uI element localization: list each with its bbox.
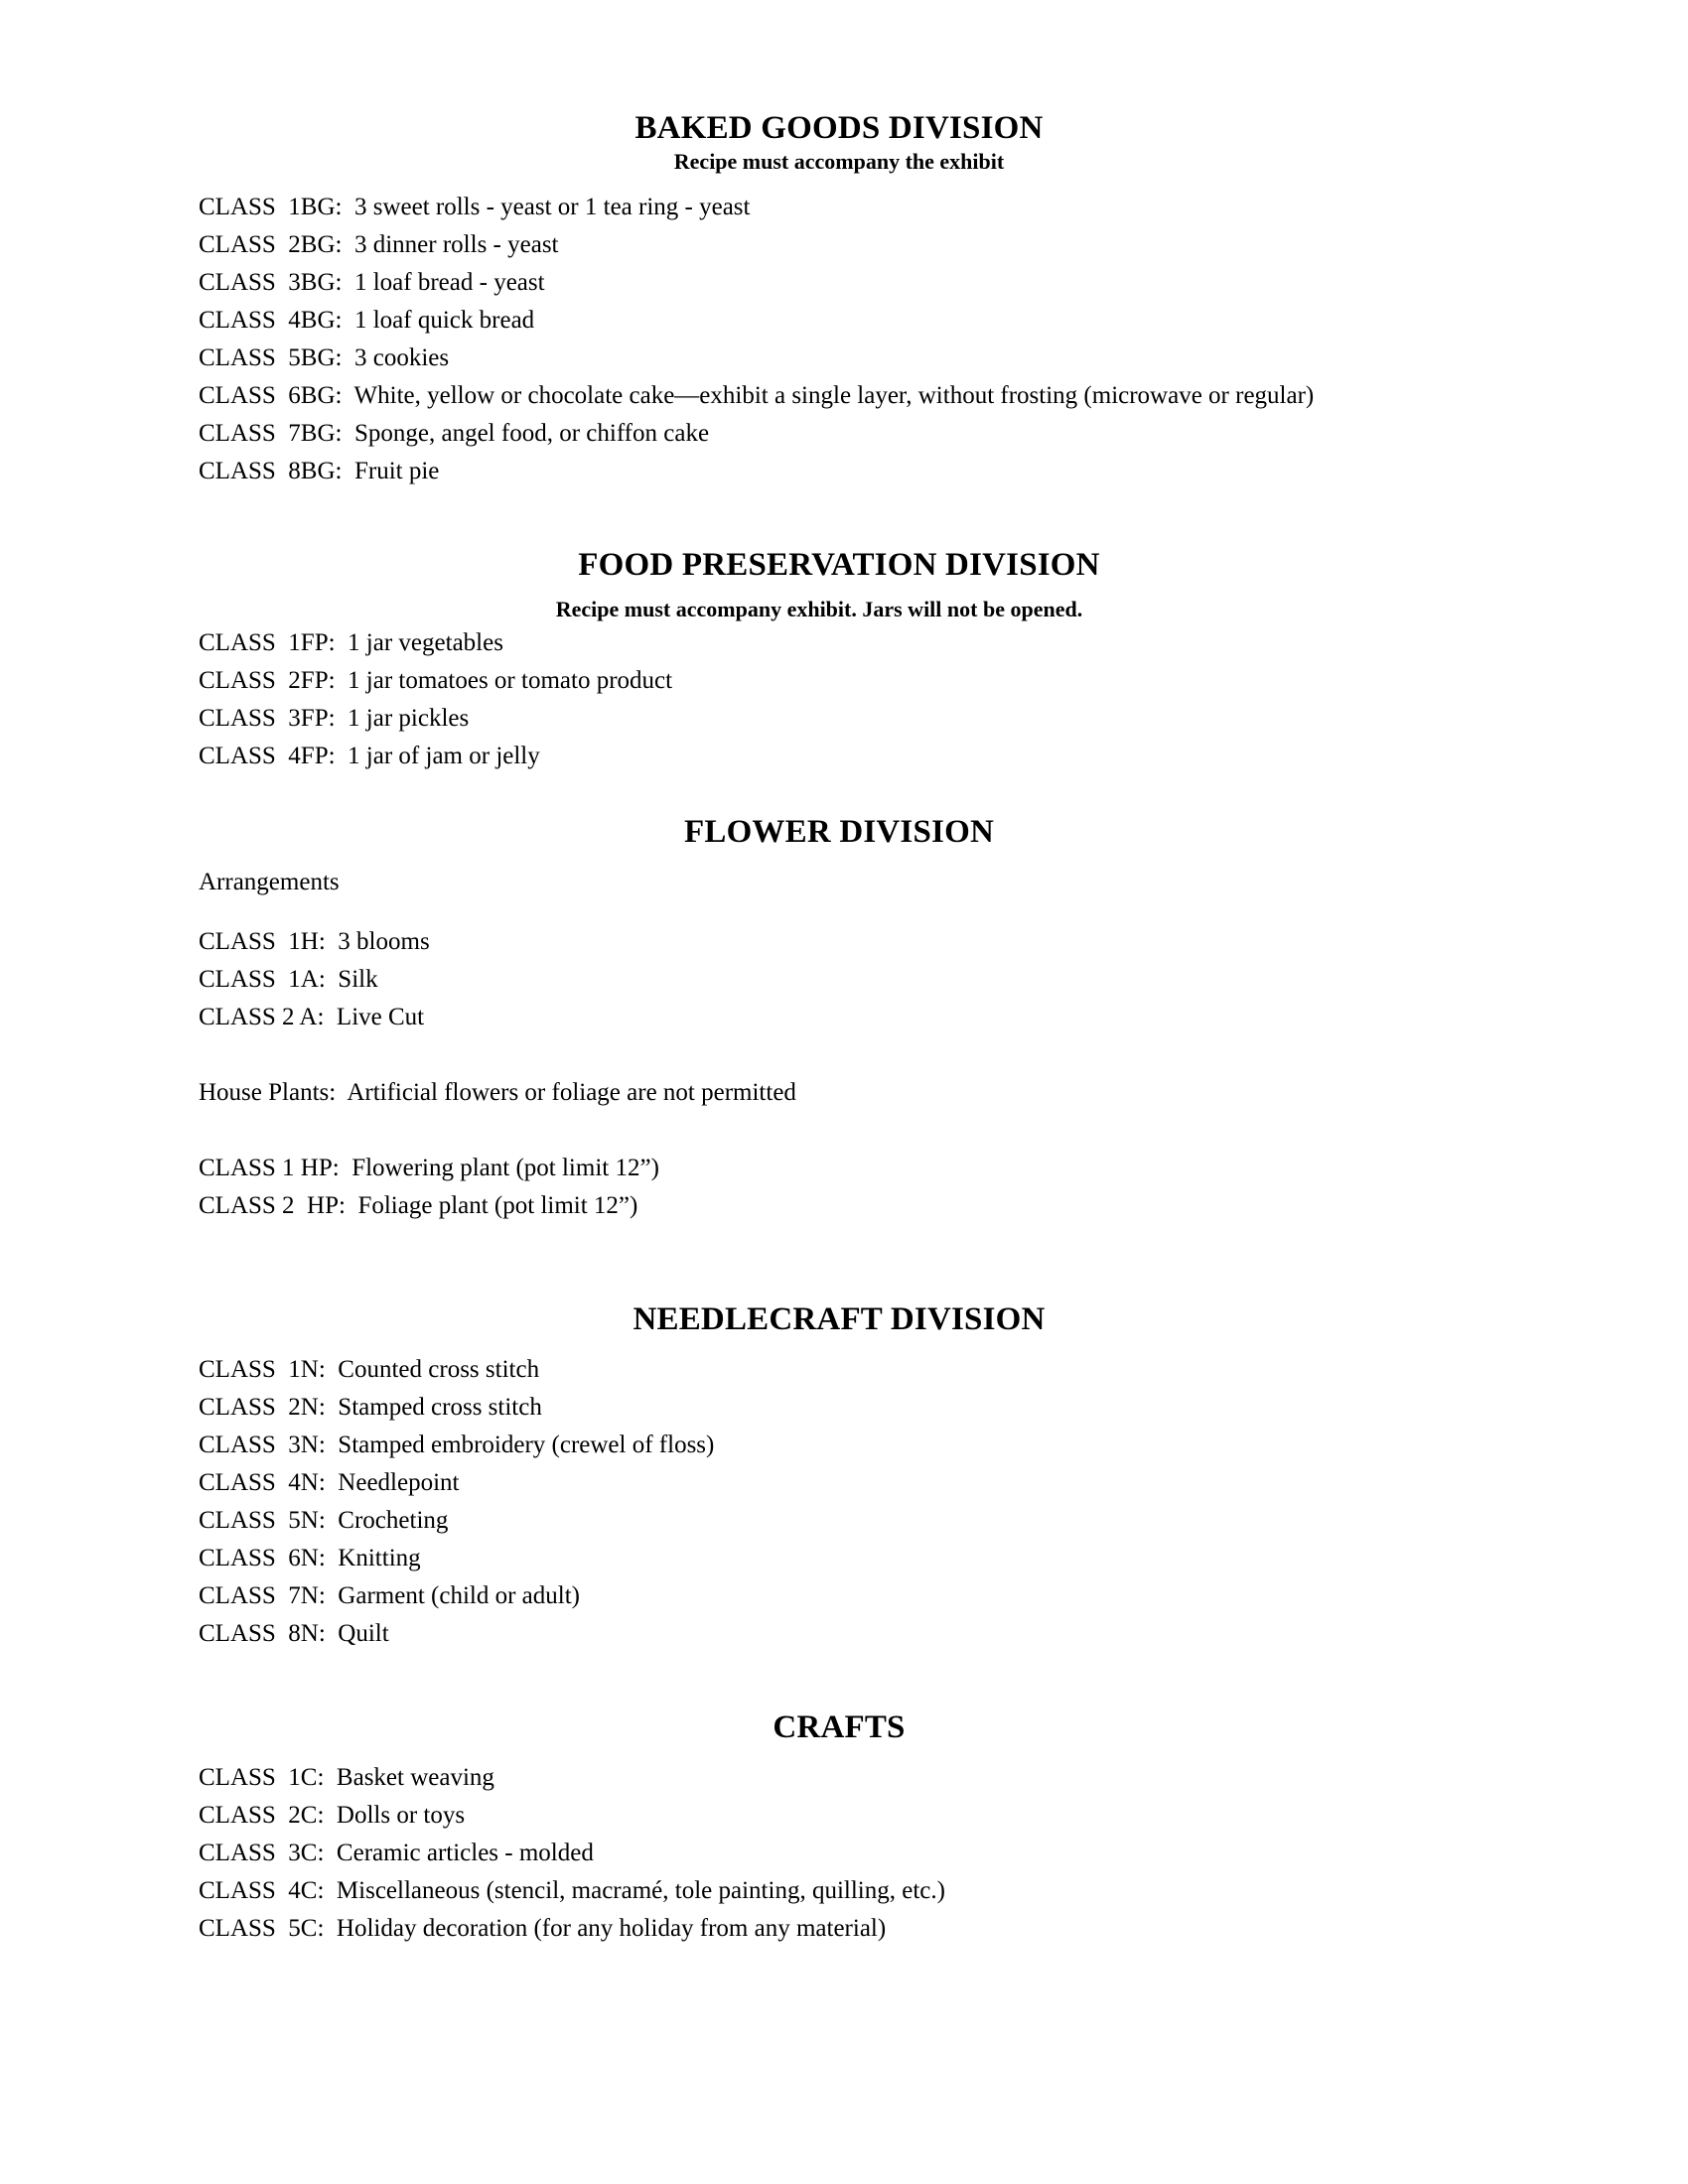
class-row: CLASS 1BG: 3 sweet rolls - yeast or 1 tea ring - yeast [199, 193, 751, 220]
class-row: CLASS 1FP: 1 jar vegetables [199, 629, 503, 657]
spacer [199, 1225, 1479, 1300]
division-needlecraft [199, 1300, 1479, 1653]
class-row: CLASS 1C: Basket weaving [199, 1763, 494, 1791]
class-list-flower-arrangements [199, 923, 1479, 1036]
class-row: CLASS 8BG: Fruit pie [199, 457, 440, 484]
flower-group-heading-house-plants: House Plants: Artificial flowers or foliage are not permitted [199, 1079, 796, 1106]
division-subtitle-food-preservation: Recipe must accompany exhibit. Jars will not be opened. [555, 597, 1083, 622]
class-row: CLASS 2FP: 1 jar tomatoes or tomato product [199, 667, 673, 695]
class-row: CLASS 5N: Crocheting [199, 1506, 449, 1534]
division-title-baked-goods: BAKED GOODS DIVISION [634, 110, 1044, 146]
division-title-food-preservation: FOOD PRESERVATION DIVISION [578, 546, 1100, 583]
division-flower [199, 813, 1479, 1225]
flower-group-heading-arrangements: Arrangements [199, 869, 340, 895]
division-food-preservation [199, 546, 1479, 776]
class-row: CLASS 3N: Stamped embroidery (crewel of floss) [199, 1431, 715, 1458]
class-list-needlecraft [199, 1351, 1479, 1653]
class-row: CLASS 3FP: 1 jar pickles [199, 705, 470, 733]
spacer [199, 852, 1479, 864]
class-row: CLASS 1A: Silk [199, 966, 378, 993]
division-crafts [199, 1708, 1479, 1948]
division-title-flower: FLOWER DIVISION [684, 814, 994, 851]
spacer [199, 1112, 1479, 1150]
class-row: CLASS 2 HP: Foliage plant (pot limit 12”) [199, 1192, 638, 1219]
class-row: CLASS 6N: Knitting [199, 1544, 421, 1571]
class-list-crafts [199, 1759, 1479, 1948]
class-row: CLASS 4BG: 1 loaf quick bread [199, 306, 535, 334]
class-row: CLASS 2N: Stamped cross stitch [199, 1393, 542, 1421]
division-title-needlecraft: NEEDLECRAFT DIVISION [633, 1301, 1046, 1337]
class-row: CLASS 2C: Dolls or toys [199, 1801, 466, 1829]
spacer [199, 490, 1479, 546]
class-row: CLASS 3BG: 1 loaf bread - yeast [199, 268, 545, 296]
class-row: CLASS 3C: Ceramic articles - molded [199, 1839, 594, 1866]
text-column [199, 109, 1479, 1948]
spacer [199, 177, 1479, 189]
spacer [199, 1747, 1479, 1759]
spacer [199, 1653, 1479, 1708]
spacer [199, 901, 1479, 923]
class-list-food-preservation [199, 624, 1479, 775]
spacer [199, 1339, 1479, 1351]
class-row: CLASS 5C: Holiday decoration (for any holiday from any material) [199, 1914, 887, 1942]
class-row: CLASS 8N: Quilt [199, 1619, 389, 1647]
class-row: CLASS 7N: Garment (child or adult) [199, 1581, 580, 1609]
spacer [199, 584, 1479, 596]
class-list-flower-house-plants [199, 1150, 1479, 1225]
class-row: CLASS 1 HP: Flowering plant (pot limit 12”) [199, 1155, 659, 1181]
class-row: CLASS 5BG: 3 cookies [199, 343, 450, 371]
division-baked-goods [199, 109, 1479, 490]
class-row: CLASS 6BG: White, yellow or chocolate cake—exhibit a single layer, without frosting (microwave or regular) [199, 381, 1315, 409]
class-row: CLASS 4N: Needlepoint [199, 1468, 460, 1496]
division-title-crafts: CRAFTS [773, 1708, 906, 1745]
spacer [199, 1036, 1479, 1074]
spacer [199, 775, 1479, 813]
class-row: CLASS 2BG: 3 dinner rolls - yeast [199, 230, 559, 258]
class-row: CLASS 2 A: Live Cut [199, 1004, 425, 1030]
class-row: CLASS 7BG: Sponge, angel food, or chiffon cake [199, 419, 710, 447]
class-row: CLASS 4FP: 1 jar of jam or jelly [199, 743, 540, 770]
class-row: CLASS 4C: Miscellaneous (stencil, macramé, tole painting, quilling, etc.) [199, 1876, 945, 1904]
class-row: CLASS 1N: Counted cross stitch [199, 1355, 540, 1383]
class-list-baked-goods [199, 189, 1479, 490]
division-subtitle-baked-goods: Recipe must accompany the exhibit [673, 148, 1005, 174]
class-row: CLASS 1H: 3 blooms [199, 928, 430, 955]
